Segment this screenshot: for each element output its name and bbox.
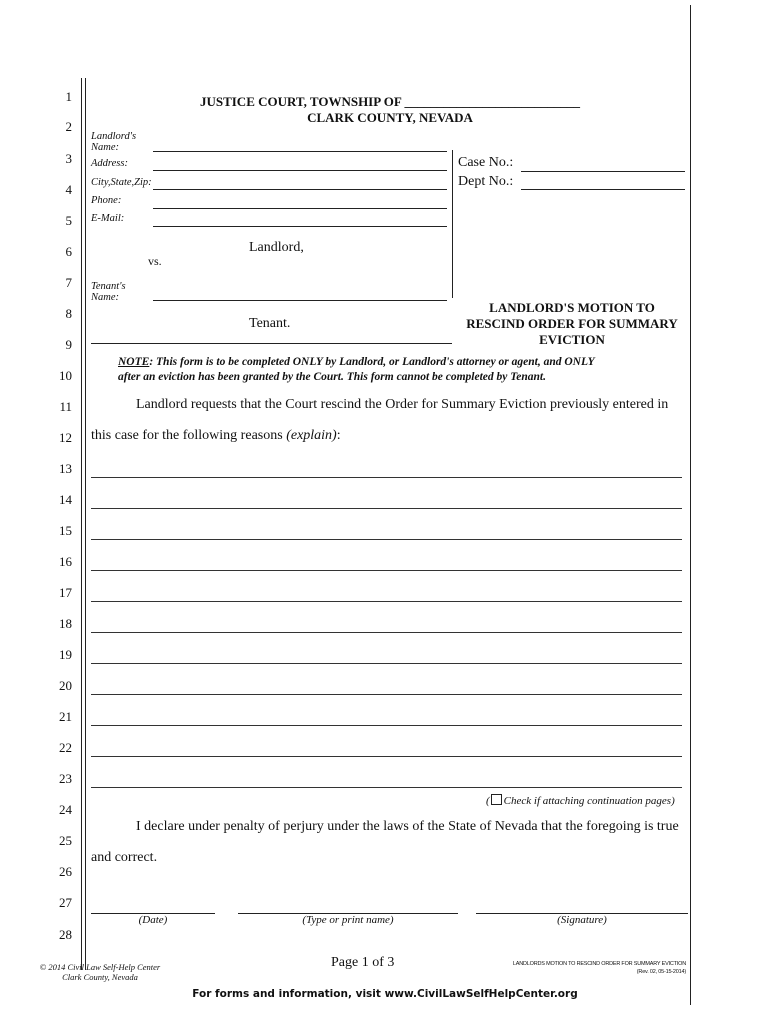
copyright-line2: Clark County, Nevada [62,972,138,982]
line-number: 24 [59,802,72,817]
note-block [118,355,678,385]
court-title [180,94,600,126]
tenant-name-label: Tenant's Name: [91,281,126,303]
request-line1: Landlord requests that the Court rescind the Order for Summary Eviction previously entered in [136,397,669,412]
line-number: 4 [65,182,72,197]
dept-no-label: Dept No.: [458,174,514,189]
right-margin-rule [690,5,691,1005]
line-number: 18 [59,616,72,631]
reason-writing-line[interactable] [91,632,682,633]
line-number: 9 [65,337,72,352]
landlord-phone-field[interactable] [153,208,447,209]
line-number: 10 [59,368,72,383]
line-number: 7 [65,275,72,290]
landlord-phone-label: Phone: [91,195,122,206]
line-number: 27 [59,895,72,910]
line-number: 13 [59,461,72,476]
landlord-city-label: City,State,Zip: [91,177,152,188]
tenant-party-label: Tenant. [249,316,291,331]
line-number: 28 [59,927,72,942]
reason-writing-line[interactable] [91,694,682,695]
form-id-title: LANDLORDS MOTION TO RESCIND ORDER FOR SUMMARY EVICTION [512,961,686,967]
document-title-line3: EVICTION [539,332,605,347]
form-id [480,960,686,976]
line-number: 26 [59,864,72,879]
continuation-checkbox[interactable] [491,794,502,805]
reason-writing-line[interactable] [91,539,682,540]
landlord-address-label: Address: [91,158,128,169]
website-link[interactable]: For forms and information, visit www.CivilLawSelfHelpCenter.org [192,988,578,1000]
copyright-line1: © 2014 Civil Law Self-Help Center [39,962,161,972]
line-number: 2 [65,119,72,134]
left-margin-rule-outer [81,78,82,970]
dept-no-field[interactable] [521,189,685,190]
line-number: 15 [59,523,72,538]
line-number: 14 [59,492,72,507]
line-number: 6 [65,244,72,259]
form-revision: (Rev. 02, 05-15-2014) [636,969,686,975]
line-number: 5 [65,213,72,228]
landlord-address-field[interactable] [153,170,447,171]
landlord-city-field[interactable] [153,189,447,190]
caption-divider [452,150,453,298]
declaration-line2: and correct. [91,850,158,865]
print-name-label: (Type or print name) [302,914,394,926]
reason-writing-line[interactable] [91,601,682,602]
line-number: 1 [65,89,72,104]
reason-writing-line[interactable] [91,508,682,509]
continuation-label: Check if attaching continuation pages) [503,795,675,807]
township-blank[interactable]: ___________________________ [404,94,581,109]
document-title [452,300,692,348]
continuation-open-paren: ( [486,795,490,807]
line-number: 23 [59,771,72,786]
landlord-name-label: Landlord's Name: [91,131,137,153]
line-number: 3 [65,151,72,166]
line-number: 19 [59,647,72,662]
note-text-line2: after an eviction has been granted by the Court. This form cannot be completed by Tenant. [118,371,546,383]
reason-writing-line[interactable] [91,477,682,478]
tenant-name-field[interactable] [153,300,447,301]
request-line2-suffix: : [336,428,341,443]
court-title-line1: JUSTICE COURT, TOWNSHIP OF [199,94,402,109]
document-title-line1: LANDLORD'S MOTION TO [489,300,655,315]
declaration-line1: I declare under penalty of perjury under the laws of the State of Nevada that the foregoing is true [136,819,679,834]
date-label: (Date) [138,914,168,926]
left-margin-rule-inner [85,78,86,970]
continuation-check [486,794,675,807]
signature-label: (Signature) [557,914,607,926]
page-number: Page 1 of 3 [331,955,395,970]
request-line2 [91,428,341,444]
reason-writing-line[interactable] [91,570,682,571]
landlord-party-label: Landlord, [249,240,304,255]
reason-writing-line[interactable] [91,787,682,788]
case-no-field[interactable] [521,171,685,172]
line-number: 16 [59,554,72,569]
line-number: 17 [59,585,72,600]
vs-label: vs. [148,254,162,268]
landlord-email-field[interactable] [153,226,447,227]
line-number: 20 [59,678,72,693]
note-label: NOTE [118,356,150,368]
document-title-line2: RESCIND ORDER FOR SUMMARY [466,316,678,331]
landlord-email-label: E-Mail: [91,213,125,224]
line-number: 8 [65,306,72,321]
landlord-name-field[interactable] [153,151,447,152]
case-no-label: Case No.: [458,155,514,170]
request-explain: (explain) [286,428,337,443]
line-number: 12 [59,430,72,445]
reason-writing-line[interactable] [91,725,682,726]
line-number: 25 [59,833,72,848]
line-number: 11 [59,399,72,414]
court-title-line2: CLARK COUNTY, NEVADA [307,110,473,125]
copyright-notice [20,962,180,982]
caption-bottom-rule [91,343,452,344]
note-text-line1: : This form is to be completed ONLY by Landlord, or Landlord's attorney or agent, and ONLY [149,356,595,368]
reason-writing-line[interactable] [91,756,682,757]
request-line2-prefix: this case for the following reasons [91,428,287,443]
line-number: 21 [59,709,72,724]
line-number: 22 [59,740,72,755]
reason-writing-line[interactable] [91,663,682,664]
